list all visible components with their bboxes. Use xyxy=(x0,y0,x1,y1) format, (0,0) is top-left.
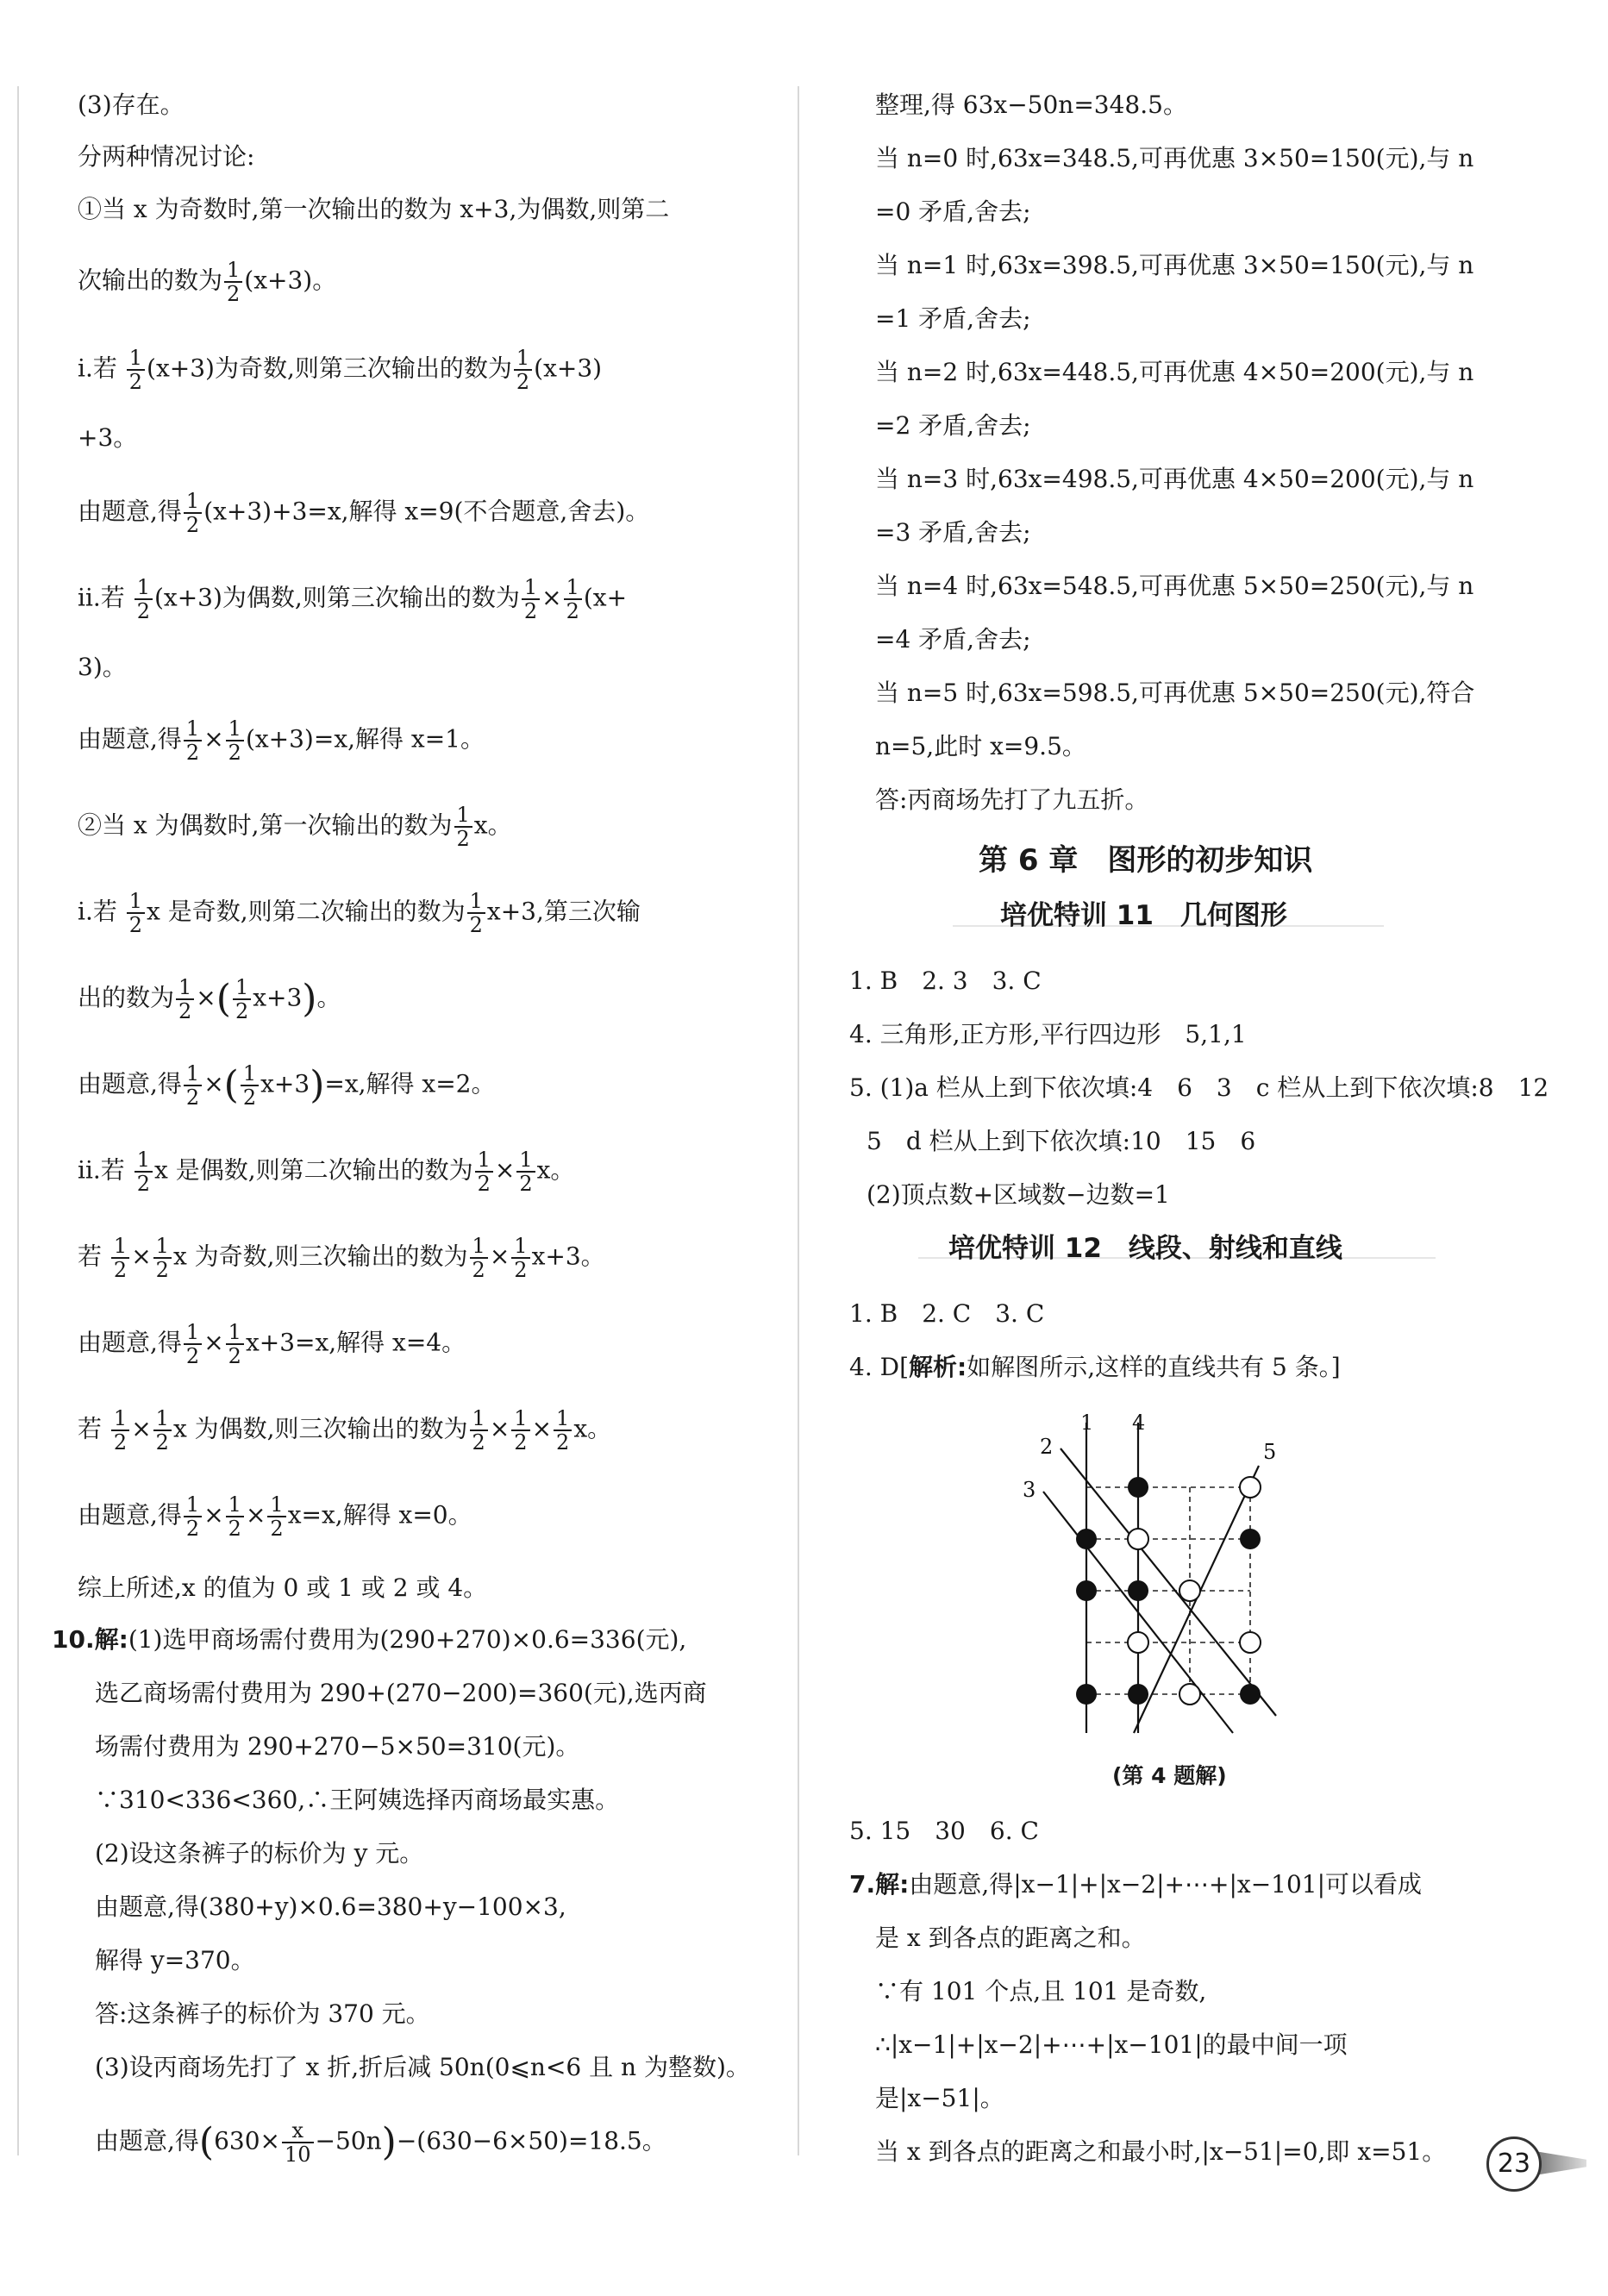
text-line: (2)设这条裤子的标价为 y 元。 xyxy=(95,1839,424,1867)
fraction: $\frac{1}{2}$ xyxy=(454,804,472,850)
fraction: $\frac{1}{2}$ xyxy=(111,1235,129,1281)
fraction: $\frac{1}{2}$ xyxy=(226,717,244,764)
text-line: 当 n=4 时,63x=548.5,可再优惠 5×50=250(元),与 n xyxy=(875,572,1474,600)
filled-point xyxy=(1240,1529,1261,1549)
text-line: 答:这条裤子的标价为 370 元。 xyxy=(95,1999,430,2028)
fraction: $\frac{1}{2}$ xyxy=(511,1407,529,1454)
fraction: $\frac{1}{2}$ xyxy=(470,1235,488,1281)
text-line: 出的数为 $\frac{1}{2}$ ×( $\frac{1}{2}$ x+3)。 xyxy=(78,975,341,1023)
fraction: $\frac{1}{2}$ xyxy=(516,1148,535,1195)
text-line: 由题意,得 $\frac{1}{2}$ × $\frac{1}{2}$ (x+3)=x,解得 x=1。 xyxy=(78,716,485,765)
fraction: $\frac{1}{2}$ xyxy=(226,1321,244,1367)
hollow-point xyxy=(1128,1632,1148,1653)
page-number: 23 xyxy=(1486,2136,1542,2192)
text-line: =3 矛盾,舍去; xyxy=(875,518,1031,547)
text-line: 答:丙商场先打了九五折。 xyxy=(875,785,1149,814)
answer-line: ∴|x−1|+|x−2|+⋯+|x−101|的最中间一项 xyxy=(875,2030,1348,2059)
answer-line: ∵有 101 个点,且 101 是奇数, xyxy=(875,1977,1207,2005)
text-line: ②当 x 为偶数时,第一次输出的数为 $\frac{1}{2}$ x。 xyxy=(78,803,512,851)
text-line: +3。 xyxy=(78,423,138,452)
figure-caption: (第 4 题解) xyxy=(1112,1763,1227,1788)
fraction: $\frac{x}{10}$ xyxy=(282,2119,314,2166)
filled-point xyxy=(1076,1580,1097,1601)
fraction: $\frac{1}{2}$ xyxy=(111,1407,129,1454)
fraction: $\frac{1}{2}$ xyxy=(564,576,582,622)
text-line: 综上所述,x 的值为 0 或 1 或 2 或 4。 xyxy=(78,1573,488,1602)
dashed-grid xyxy=(1086,1487,1250,1694)
text-line: 当 n=3 时,63x=498.5,可再优惠 4×50=200(元),与 n xyxy=(875,465,1474,493)
hollow-point xyxy=(1179,1580,1200,1601)
fraction: $\frac{1}{2}$ xyxy=(135,1148,153,1195)
filled-point xyxy=(1128,1580,1148,1601)
fraction: $\frac{1}{2}$ xyxy=(224,259,242,305)
fraction: $\frac{1}{2}$ xyxy=(153,1235,172,1281)
answer-line: 5 d 栏从上到下依次填:10 15 6 xyxy=(867,1127,1256,1155)
line-label: 1 xyxy=(1080,1414,1094,1435)
fraction: $\frac{1}{2}$ xyxy=(511,1235,529,1281)
line-label: 4 xyxy=(1132,1414,1146,1435)
text-line: =1 矛盾,舍去; xyxy=(875,304,1031,333)
text-line: 当 n=1 时,63x=398.5,可再优惠 3×50=150(元),与 n xyxy=(875,251,1474,279)
text-line: 场需付费用为 290+270−5×50=310(元)。 xyxy=(95,1732,580,1761)
text-line: 由题意,得 $\frac{1}{2}$ × $\frac{1}{2}$ × $\frac{1}{2}$ x=x,解得 x=0。 xyxy=(78,1492,472,1541)
column-divider xyxy=(798,86,799,2155)
fraction: $\frac{1}{2}$ xyxy=(184,1493,202,1540)
solid-lines xyxy=(1043,1423,1276,1733)
text-line: ⅱ.若 $\frac{1}{2}$ x 是偶数,则第二次输出的数为 $\frac{1}{2}$ × $\frac{1}{2}$ x。 xyxy=(78,1148,575,1196)
line-label: 3 xyxy=(1023,1478,1036,1502)
text-line: 分两种情况讨论: xyxy=(78,142,255,171)
answer-line: 7.解:由题意,得|x−1|+|x−2|+⋯+|x−101|可以看成 xyxy=(849,1870,1423,1899)
text-line: 由题意,得(380+y)×0.6=380+y−100×3, xyxy=(95,1892,566,1921)
section-title: 培优特训 11 几何图形 xyxy=(1000,900,1287,931)
fraction: $\frac{1}{2}$ xyxy=(127,347,145,393)
answer-line: 1. B 2. C 3. C xyxy=(849,1299,1045,1328)
fraction: $\frac{1}{2}$ xyxy=(184,490,202,536)
text-line: 解得 y=370。 xyxy=(95,1946,255,1974)
fraction: $\frac{1}{2}$ xyxy=(267,1493,285,1540)
text-line: 若 $\frac{1}{2}$ × $\frac{1}{2}$ x 为偶数,则三次输出的数为 $\frac{1}{2}$ × $\frac{1}{2}$ × $\frac{1}{2}$ x。 xyxy=(78,1406,612,1455)
filled-point xyxy=(1128,1477,1148,1498)
text-line: 由题意,得 $\frac{1}{2}$ ×( $\frac{1}{2}$ x+3)=x,解得 x=2。 xyxy=(78,1061,496,1110)
hollow-point xyxy=(1240,1477,1261,1498)
answer-line: 1. B 2. 3 3. C xyxy=(849,967,1042,995)
text-line: ⅰ.若 $\frac{1}{2}$ x 是奇数,则第二次输出的数为 $\frac{1}{2}$ x+3,第三次输 xyxy=(78,889,641,937)
answer-line: 当 x 到各点的距离之和最小时,|x−51|=0,即 x=51。 xyxy=(875,2137,1447,2166)
text-line: 当 n=5 时,63x=598.5,可再优惠 5×50=250(元),符合 xyxy=(875,679,1475,707)
text-line: 由题意,得(630× $\frac{x}{10}$ −50n)−(630−6×50)=18.5。 xyxy=(95,2118,666,2167)
text-line: ∵310<336<360,∴王阿姨选择丙商场最实惠。 xyxy=(95,1786,620,1814)
fraction: $\frac{1}{2}$ xyxy=(176,976,194,1023)
fraction: $\frac{1}{2}$ xyxy=(470,1407,488,1454)
fraction: $\frac{1}{2}$ xyxy=(184,1321,202,1367)
fraction: $\frac{1}{2}$ xyxy=(127,890,145,936)
answer-line: 4. 三角形,正方形,平行四边形 5,1,1 xyxy=(849,1020,1247,1048)
text-line: 3)。 xyxy=(78,653,127,681)
fraction: $\frac{1}{2}$ xyxy=(153,1407,172,1454)
answer-line: 5. 15 30 6. C xyxy=(849,1817,1039,1845)
answer-line: 是|x−51|。 xyxy=(875,2084,1004,2112)
fraction: $\frac{1}{2}$ xyxy=(467,890,485,936)
filled-point xyxy=(1128,1684,1148,1705)
text-line: 若 $\frac{1}{2}$ × $\frac{1}{2}$ x 为奇数,则三次输出的数为 $\frac{1}{2}$ × $\frac{1}{2}$ x+3。 xyxy=(78,1234,605,1282)
text-line: (3)存在。 xyxy=(78,91,185,119)
answer-line: 是 x 到各点的距离之和。 xyxy=(875,1924,1146,1952)
line-label: 5 xyxy=(1263,1440,1277,1464)
fraction: $\frac{1}{2}$ xyxy=(475,1148,493,1195)
text-line: =2 矛盾,舍去; xyxy=(875,411,1031,440)
fraction: $\frac{1}{2}$ xyxy=(184,1062,202,1109)
text-line: (3)设丙商场先打了 x 折,折后减 50n(0⩽n<6 且 n 为整数)。 xyxy=(95,2053,750,2081)
filled-point xyxy=(1076,1529,1097,1549)
text-line: n=5,此时 x=9.5。 xyxy=(875,732,1086,760)
fraction: $\frac{1}{2}$ xyxy=(554,1407,572,1454)
fraction: $\frac{1}{2}$ xyxy=(514,347,532,393)
hollow-point xyxy=(1240,1632,1261,1653)
text-line: 当 n=2 时,63x=448.5,可再优惠 4×50=200(元),与 n xyxy=(875,358,1474,386)
text-line: 整理,得 63x−50n=348.5。 xyxy=(875,91,1187,119)
text-line: =4 矛盾,舍去; xyxy=(875,625,1031,654)
text-line: ⅰ.若 $\frac{1}{2}$ (x+3)为奇数,则第三次输出的数为 $\frac{1}{2}$ (x+3) xyxy=(78,346,603,394)
fraction: $\frac{1}{2}$ xyxy=(233,976,251,1023)
text-line: =0 矛盾,舍去; xyxy=(875,197,1031,226)
text-line: ⅱ.若 $\frac{1}{2}$ (x+3)为偶数,则第三次输出的数为 $\frac{1}{2}$ × $\frac{1}{2}$ (x+ xyxy=(78,575,628,623)
fraction: $\frac{1}{2}$ xyxy=(241,1062,259,1109)
section-title: 培优特训 12 线段、射线和直线 xyxy=(948,1233,1342,1264)
hollow-point xyxy=(1128,1529,1148,1549)
text-line: 10.解:(1)选甲商场需付费用为(290+270)×0.6=336(元), xyxy=(52,1625,687,1654)
text-line: 次输出的数为 $\frac{1}{2}$ (x+3)。 xyxy=(78,258,337,306)
line-label: 2 xyxy=(1040,1435,1054,1459)
text-line: 当 n=0 时,63x=348.5,可再优惠 3×50=150(元),与 n xyxy=(875,144,1474,172)
answer-line: 5. (1)a 栏从上到下依次填:4 6 3 c 栏从上到下依次填:8 12 xyxy=(849,1073,1549,1102)
fraction: $\frac{1}{2}$ xyxy=(135,576,153,622)
answer-line: (2)顶点数+区域数−边数=1 xyxy=(867,1180,1170,1209)
page-tab-decoration xyxy=(1535,2151,1586,2175)
text-line: 由题意,得 $\frac{1}{2}$ × $\frac{1}{2}$ x+3=x,解得 x=4。 xyxy=(78,1320,466,1368)
filled-point xyxy=(1240,1684,1261,1705)
text-line: ①当 x 为奇数时,第一次输出的数为 x+3,为偶数,则第二 xyxy=(78,195,670,223)
fraction: $\frac{1}{2}$ xyxy=(226,1493,244,1540)
text-line: 选乙商场需付费用为 290+(270−200)=360(元),选丙商 xyxy=(95,1679,707,1707)
fraction: $\frac{1}{2}$ xyxy=(522,576,540,622)
filled-point xyxy=(1076,1684,1097,1705)
fraction: $\frac{1}{2}$ xyxy=(184,717,202,764)
chapter-title: 第 6 章 图形的初步知识 xyxy=(979,843,1313,878)
line-grid-figure xyxy=(1009,1414,1336,1750)
left-margin-rule xyxy=(17,86,19,2155)
answer-line: 4. D[解析:如解图所示,这样的直线共有 5 条。] xyxy=(849,1353,1341,1381)
hollow-point xyxy=(1179,1684,1200,1705)
text-line: 由题意,得 $\frac{1}{2}$ (x+3)+3=x,解得 x=9(不合题意,舍去)。 xyxy=(78,489,650,537)
